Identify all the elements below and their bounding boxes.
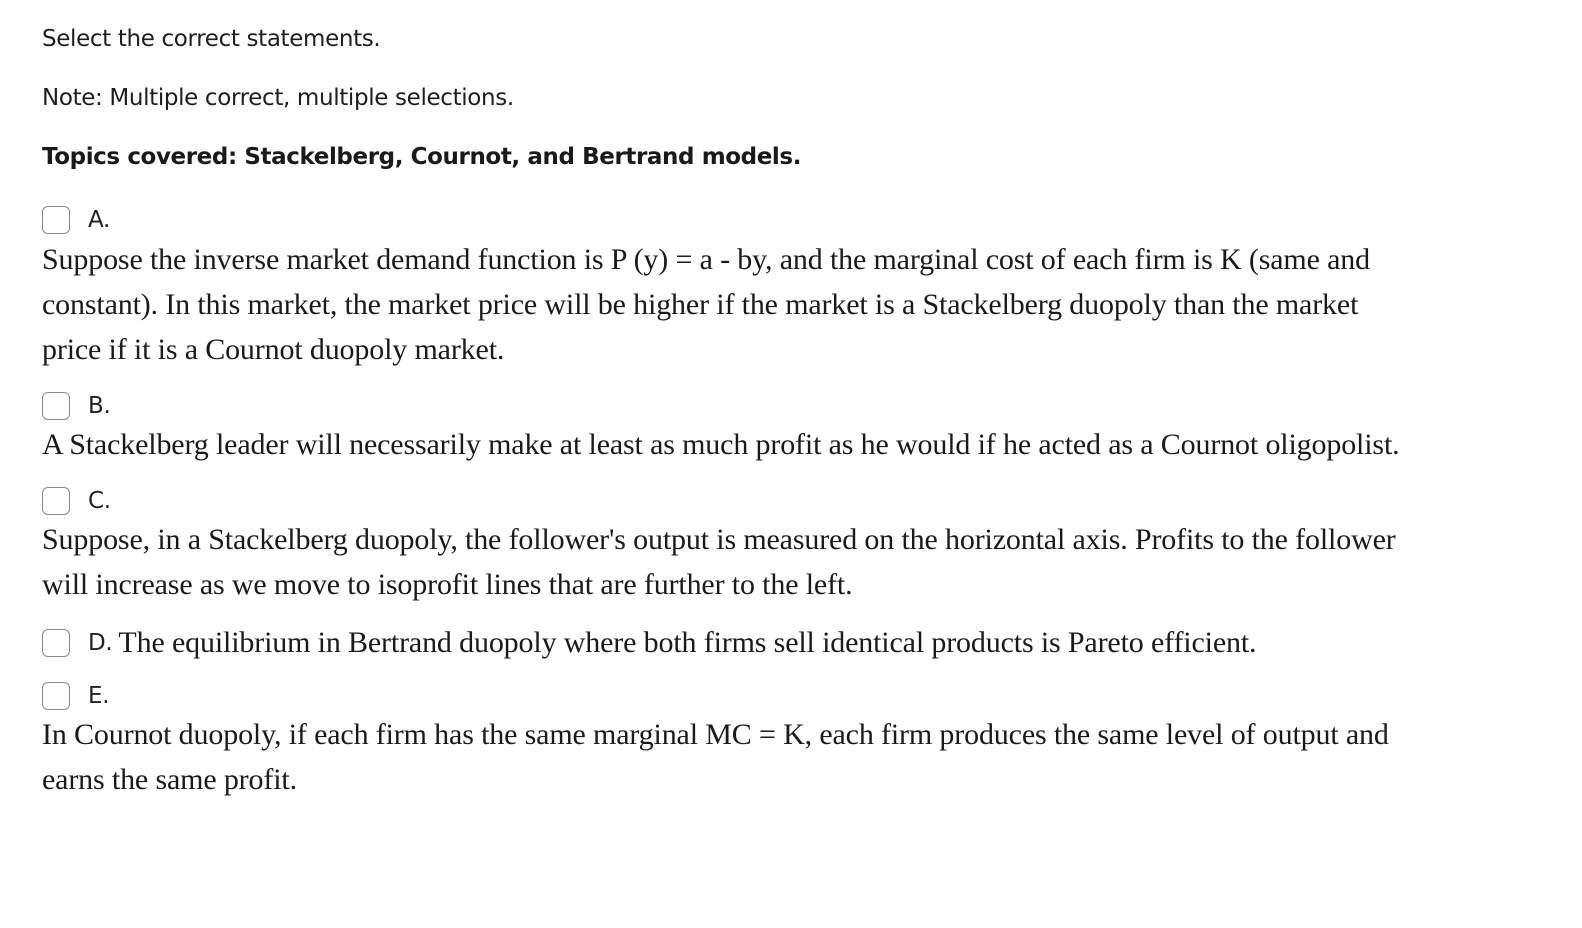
question-note: Note: Multiple correct, multiple selections. xyxy=(42,85,514,111)
option-d-text: The equilibrium in Bertrand duopoly where both firms sell identical products is Pareto efficient. xyxy=(118,626,1257,659)
option-c[interactable] xyxy=(42,485,111,517)
option-e[interactable] xyxy=(42,680,109,712)
option-d-checkbox[interactable] xyxy=(42,629,70,657)
option-d-letter: D. xyxy=(88,630,113,656)
option-e-checkbox[interactable] xyxy=(42,682,70,710)
option-c-text-line-2: will increase as we move to isoprofit lines that are further to the left. xyxy=(42,568,853,601)
option-a[interactable] xyxy=(42,204,110,236)
option-c-checkbox[interactable] xyxy=(42,487,70,515)
option-c-letter: C. xyxy=(88,488,111,514)
option-a-text-line-3: price if it is a Cournot duopoly market. xyxy=(42,333,505,366)
topics-covered: Topics covered: Stackelberg, Cournot, and Bertrand models. xyxy=(42,144,802,170)
option-b-checkbox[interactable] xyxy=(42,392,70,420)
option-d[interactable] xyxy=(42,627,1256,659)
question-prompt: Select the correct statements. xyxy=(42,26,381,52)
option-b[interactable] xyxy=(42,390,111,422)
option-b-text-line-1: A Stackelberg leader will necessarily make at least as much profit as he would if he acted as a Cournot oligopolist. xyxy=(42,428,1400,461)
option-a-text-line-2: constant). In this market, the market price will be higher if the market is a Stackelberg duopoly than the market xyxy=(42,288,1359,321)
option-c-text-line-1: Suppose, in a Stackelberg duopoly, the follower's output is measured on the horizontal axis. Profits to the follower xyxy=(42,523,1396,556)
option-e-text-line-2: earns the same profit. xyxy=(42,763,297,796)
option-a-checkbox[interactable] xyxy=(42,206,70,234)
option-e-letter: E. xyxy=(88,683,110,709)
option-a-text-line-1: Suppose the inverse market demand function is P (y) = a - by, and the marginal cost of each firm is K (same and xyxy=(42,243,1370,276)
option-a-letter: A. xyxy=(88,207,111,233)
option-b-letter: B. xyxy=(88,393,111,419)
option-e-text-line-1: In Cournot duopoly, if each firm has the same marginal MC = K, each firm produces the same level of output and xyxy=(42,718,1389,751)
